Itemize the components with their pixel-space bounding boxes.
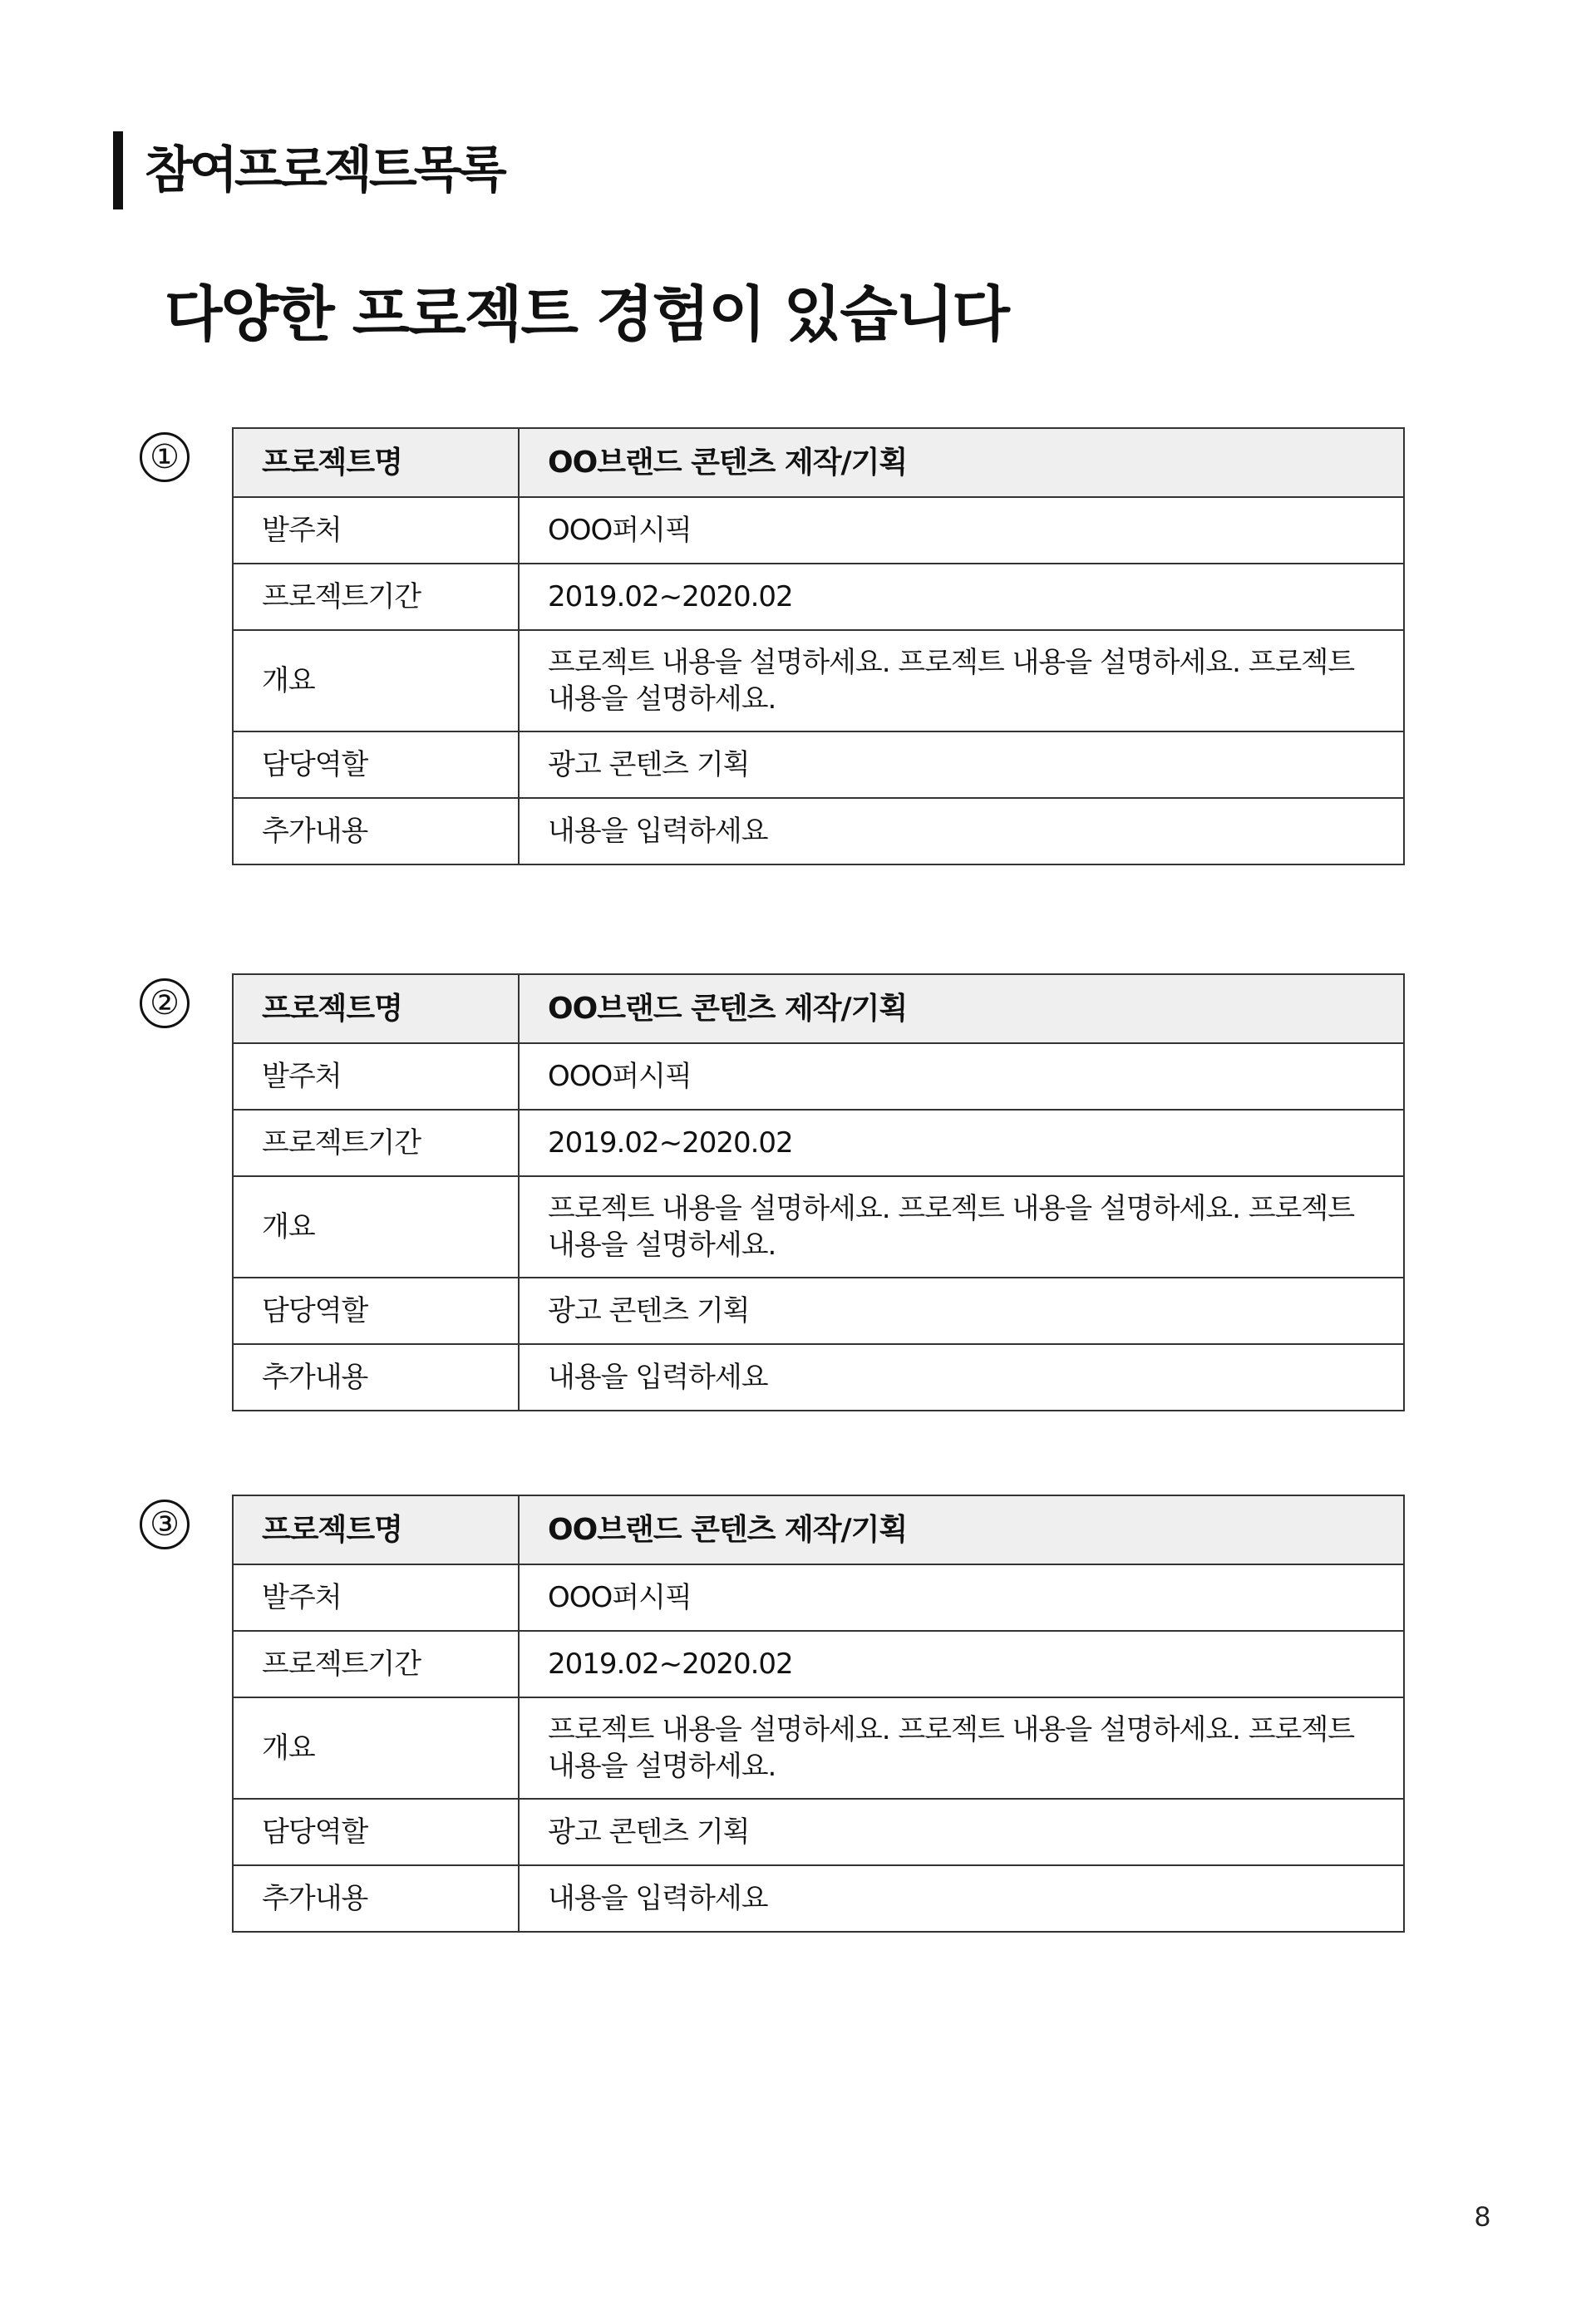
project-table bbox=[232, 427, 1405, 865]
project-number-badge bbox=[140, 432, 190, 482]
row-label: 프로젝트명 bbox=[233, 1495, 519, 1564]
row-label: 프로젝트명 bbox=[233, 974, 519, 1043]
table-row-additional bbox=[233, 1344, 1404, 1411]
table-row-overview bbox=[233, 630, 1404, 731]
row-label: 개요 bbox=[233, 1697, 519, 1799]
row-label: 추가내용 bbox=[233, 1865, 519, 1932]
row-value: 광고 콘텐츠 기획 bbox=[519, 731, 1404, 798]
row-value: OO브랜드 콘텐츠 제작/기획 bbox=[519, 974, 1404, 1043]
row-label: 추가내용 bbox=[233, 798, 519, 864]
row-value: 내용을 입력하세요 bbox=[519, 798, 1404, 864]
row-value: 프로젝트 내용을 설명하세요. 프로젝트 내용을 설명하세요. 프로젝트 내용을 설명하세요. bbox=[519, 1176, 1404, 1278]
row-label: 담당역할 bbox=[233, 1799, 519, 1865]
table-row-role bbox=[233, 731, 1404, 798]
row-value: 2019.02~2020.02 bbox=[519, 1631, 1404, 1697]
project-number-badge bbox=[140, 1500, 190, 1549]
row-label: 발주처 bbox=[233, 497, 519, 564]
table-row-period bbox=[233, 1110, 1404, 1176]
row-value: 광고 콘텐츠 기획 bbox=[519, 1278, 1404, 1344]
row-value: OOO퍼시픽 bbox=[519, 497, 1404, 564]
row-value: 프로젝트 내용을 설명하세요. 프로젝트 내용을 설명하세요. 프로젝트 내용을 설명하세요. bbox=[519, 630, 1404, 731]
row-value: 내용을 입력하세요 bbox=[519, 1344, 1404, 1411]
project-number: ③ bbox=[150, 1505, 180, 1544]
row-label: 담당역할 bbox=[233, 1278, 519, 1344]
project-table bbox=[232, 973, 1405, 1411]
row-label: 프로젝트기간 bbox=[233, 1110, 519, 1176]
page-number: 8 bbox=[1475, 2201, 1490, 2233]
row-value: OO브랜드 콘텐츠 제작/기획 bbox=[519, 1495, 1404, 1564]
row-value: OOO퍼시픽 bbox=[519, 1043, 1404, 1110]
section-title: 참여프로젝트목록 bbox=[145, 141, 504, 199]
table-row-period bbox=[233, 564, 1404, 630]
table-row-role bbox=[233, 1799, 1404, 1865]
row-label: 담당역할 bbox=[233, 731, 519, 798]
table-row-overview bbox=[233, 1176, 1404, 1278]
table-row-additional bbox=[233, 798, 1404, 864]
row-label: 개요 bbox=[233, 1176, 519, 1278]
page-subtitle: 다양한 프로젝트 경험이 있습니다 bbox=[165, 279, 1008, 349]
table-row-client bbox=[233, 1564, 1404, 1631]
table-row-additional bbox=[233, 1865, 1404, 1932]
table-row-project-name bbox=[233, 974, 1404, 1043]
table-row-project-name bbox=[233, 1495, 1404, 1564]
row-value: 내용을 입력하세요 bbox=[519, 1865, 1404, 1932]
row-label: 추가내용 bbox=[233, 1344, 519, 1411]
heading-accent-bar bbox=[113, 131, 123, 209]
table-row-role bbox=[233, 1278, 1404, 1344]
row-label: 프로젝트기간 bbox=[233, 1631, 519, 1697]
row-label: 프로젝트명 bbox=[233, 428, 519, 497]
table-row-client bbox=[233, 1043, 1404, 1110]
project-table bbox=[232, 1495, 1405, 1933]
section-heading bbox=[113, 131, 504, 209]
row-value: 2019.02~2020.02 bbox=[519, 1110, 1404, 1176]
row-value: 2019.02~2020.02 bbox=[519, 564, 1404, 630]
table-row-overview bbox=[233, 1697, 1404, 1799]
row-label: 발주처 bbox=[233, 1564, 519, 1631]
table-row-period bbox=[233, 1631, 1404, 1697]
project-number-badge bbox=[140, 978, 190, 1028]
table-row-project-name bbox=[233, 428, 1404, 497]
project-number: ① bbox=[150, 438, 180, 476]
row-label: 개요 bbox=[233, 630, 519, 731]
row-value: OOO퍼시픽 bbox=[519, 1564, 1404, 1631]
project-number: ② bbox=[150, 984, 180, 1022]
row-label: 프로젝트기간 bbox=[233, 564, 519, 630]
row-value: OO브랜드 콘텐츠 제작/기획 bbox=[519, 428, 1404, 497]
table-row-client bbox=[233, 497, 1404, 564]
row-label: 발주처 bbox=[233, 1043, 519, 1110]
row-value: 광고 콘텐츠 기획 bbox=[519, 1799, 1404, 1865]
row-value: 프로젝트 내용을 설명하세요. 프로젝트 내용을 설명하세요. 프로젝트 내용을 설명하세요. bbox=[519, 1697, 1404, 1799]
